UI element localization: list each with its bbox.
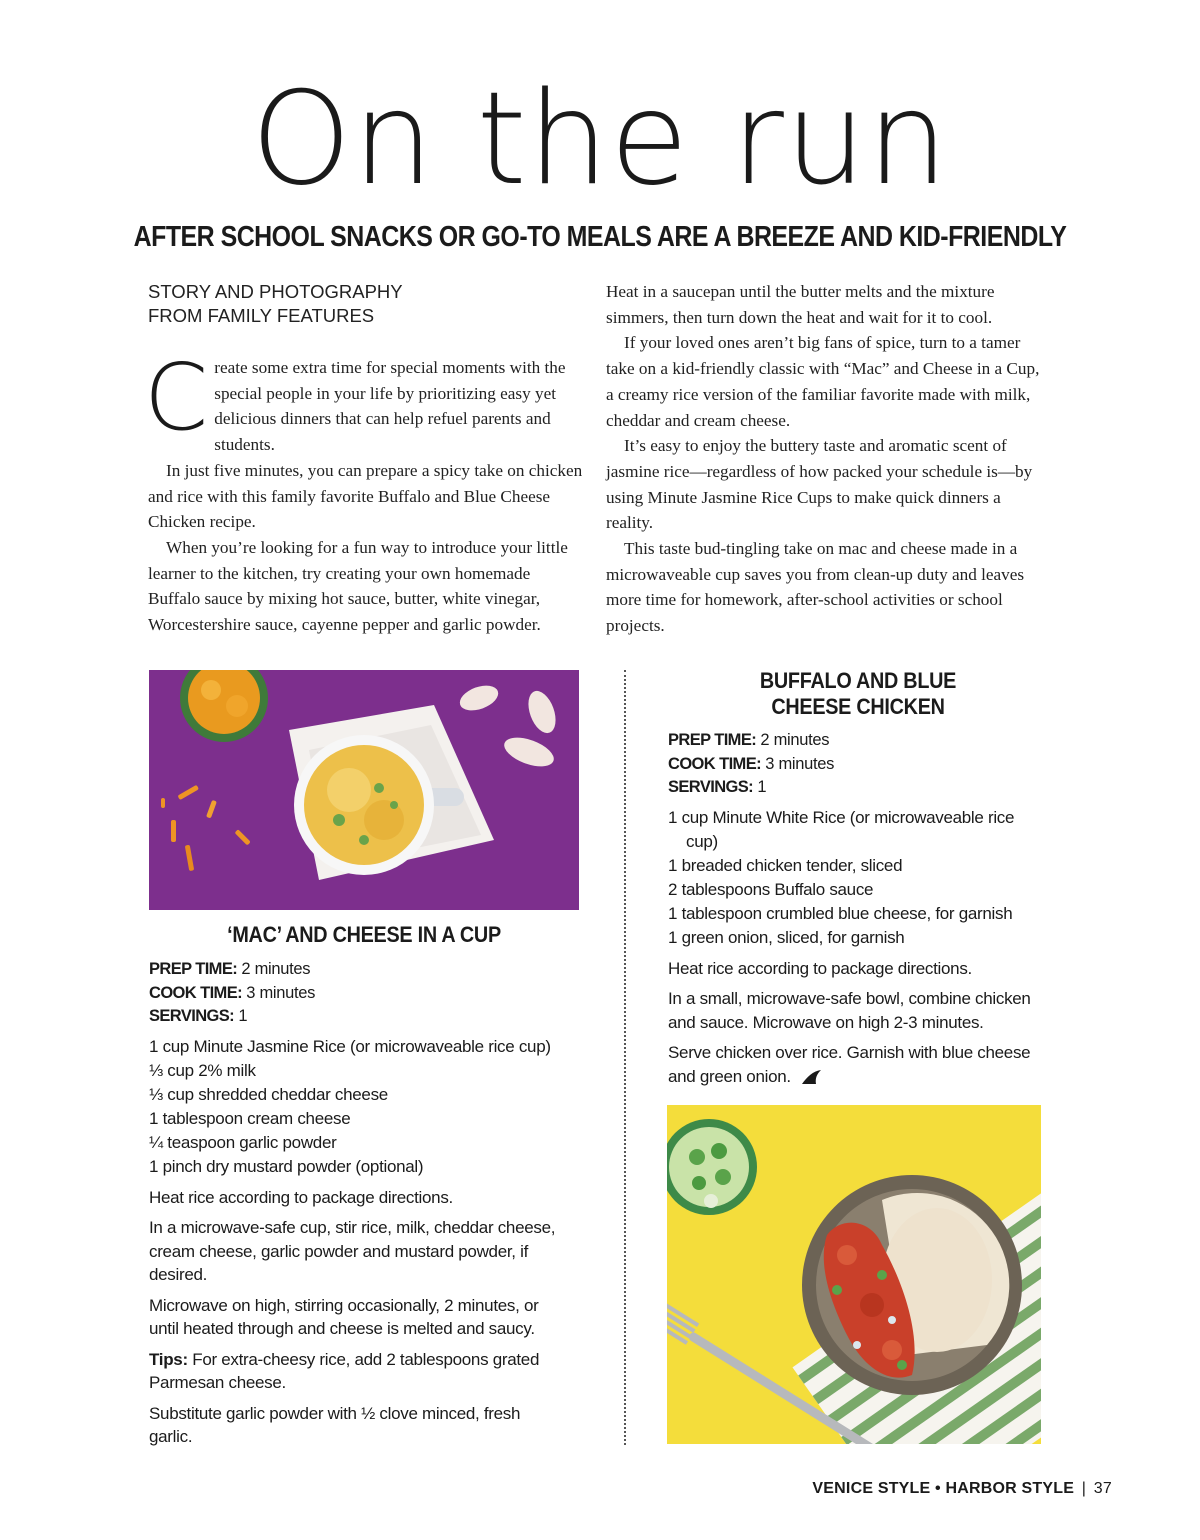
intro-paragraph <box>144 344 586 458</box>
recipe-steps <box>149 1186 564 1449</box>
recipe-title-line-2: CHEESE CHICKEN <box>771 694 945 719</box>
cook-time-label: COOK TIME: <box>149 983 242 1002</box>
ingredient-item: 1 breaded chicken tender, sliced <box>668 855 903 875</box>
body-paragraph: In just five minutes, you can prepare a spicy take on chicken and rice with this family favorite Buffalo and Blue Cheese Chicken recipe. <box>148 460 583 532</box>
page-number: 37 <box>1093 1480 1112 1497</box>
ingredient-item: 1 pinch dry mustard powder (optional) <box>149 1156 424 1176</box>
prep-time-label: PREP TIME: <box>149 960 238 978</box>
recipe-step: Heat rice according to package directions. <box>668 958 972 978</box>
tips-label: Tips: <box>149 1349 188 1369</box>
prep-time <box>149 958 579 982</box>
mac-and-cheese-photo <box>149 670 579 910</box>
intro-text: reate some extra time for special moments with the special people in your life by prioritizing easy yet delicious dinners that can help refuel parents and students. <box>214 358 566 455</box>
recipe-buffalo-chicken <box>668 668 1048 1091</box>
recipe-meta <box>668 729 1048 800</box>
recipe-step: Microwave on high, stirring occasionally, 2 minutes, or until heated through and cheese is melted and saucy. <box>149 1295 539 1338</box>
cook-time-label: COOK TIME: <box>668 754 761 773</box>
ingredient-item: 1 green onion, sliced, for garnish <box>668 927 905 947</box>
recipe-title <box>687 668 1029 720</box>
article-body-right <box>606 279 1046 639</box>
prep-time-value: 2 minutes <box>756 731 830 749</box>
recipe-tips <box>149 1348 564 1395</box>
body-paragraph: This taste bud-tingling take on mac and cheese made in a microwaveable cup saves you from clean-up duty and leaves more time for homework, after-school activities or school projects. <box>606 539 1025 636</box>
cook-time-value: 3 minutes <box>761 754 835 773</box>
shark-fin-icon <box>801 1068 823 1092</box>
footer-separator: | <box>1081 1480 1087 1497</box>
recipe-step-text: Serve chicken over rice. Garnish with blue cheese and green onion. <box>668 1043 1031 1086</box>
recipe-mac-and-cheese <box>149 922 579 1449</box>
ingredient-item: 1 tablespoon crumbled blue cheese, for garnish <box>668 903 1013 923</box>
servings-value: 1 <box>753 778 767 796</box>
body-paragraph: When you’re looking for a fun way to introduce your little learner to the kitchen, try creating your own homemade Buffalo sauce by mixing hot sauce, butter, white vinegar, Worcestershire sauce, cayenne pepper and garlic powder. <box>148 537 568 635</box>
ingredient-item: ¼ teaspoon garlic powder <box>149 1132 337 1152</box>
ingredient-item: 1 tablespoon cream cheese <box>149 1108 351 1128</box>
byline-line-2: FROM FAMILY FEATURES <box>148 305 375 326</box>
prep-time-label: PREP TIME: <box>668 731 757 749</box>
byline <box>148 280 548 328</box>
cook-time <box>668 753 1048 777</box>
ingredient-item: 1 cup Minute Jasmine Rice (or microwaveable rice cup) <box>149 1036 551 1056</box>
recipe-substitution: Substitute garlic powder with ½ clove minced, fresh garlic. <box>149 1403 521 1446</box>
buffalo-chicken-photo <box>667 1105 1041 1444</box>
ingredient-item: ⅓ cup shredded cheddar cheese <box>149 1084 388 1104</box>
buffalo-chicken-photo-image <box>667 1105 1041 1444</box>
recipe-step: Heat rice according to package directions. <box>149 1187 453 1207</box>
body-paragraph: If your loved ones aren’t big fans of spice, turn to a tamer take on a kid-friendly classic with “Mac” and Cheese in a Cup, a creamy rice version of the familiar favorite made with milk, cheddar and cream cheese. <box>606 333 1040 430</box>
byline-line-1: STORY AND PHOTOGRAPHY <box>148 281 403 302</box>
recipe-step <box>668 1041 1043 1091</box>
recipe-title-line-1: BUFFALO AND BLUE <box>759 668 957 693</box>
ingredient-item: ⅓ cup 2% milk <box>149 1060 256 1080</box>
page-footer <box>812 1480 1112 1498</box>
ingredient-list <box>668 806 1038 950</box>
servings <box>149 1005 579 1029</box>
drop-cap: C <box>144 344 209 451</box>
servings <box>668 776 1048 800</box>
servings-label: SERVINGS: <box>668 778 754 796</box>
column-divider <box>624 670 626 1445</box>
subtitle: AFTER SCHOOL SNACKS OR GO-TO MEALS ARE A BREEZE AND KID-FRIENDLY <box>133 221 1067 253</box>
ingredient-item: 1 cup Minute White Rice (or microwaveable rice cup) <box>668 807 1015 851</box>
body-paragraph: Heat in a saucepan until the butter melts and the mixture simmers, then turn down the heat and wait for it to cool. <box>606 282 995 327</box>
cook-time-value: 3 minutes <box>242 983 316 1002</box>
recipe-step: In a microwave-safe cup, stir rice, milk, cheddar cheese, cream cheese, garlic powder and mustard powder, if desired. <box>149 1218 556 1284</box>
recipe-title: ‘MAC’ AND CHEESE IN A CUP <box>227 922 501 947</box>
article-body-left <box>144 344 586 638</box>
ingredient-list <box>149 1035 579 1179</box>
publication-name: VENICE STYLE • HARBOR STYLE <box>812 1480 1075 1497</box>
prep-time <box>668 729 1048 753</box>
recipe-meta <box>149 958 579 1029</box>
ingredient-item: 2 tablespoons Buffalo sauce <box>668 879 874 899</box>
tips-text: For extra-cheesy rice, add 2 tablespoons grated Parmesan cheese. <box>149 1349 540 1392</box>
cook-time <box>149 982 579 1006</box>
recipe-steps <box>668 957 1043 1092</box>
body-paragraph: It’s easy to enjoy the buttery taste and aromatic scent of jasmine rice—regardless of how packed your schedule is—by using Minute Jasmine Rice Cups to make quick dinners a reality. <box>606 436 1033 533</box>
servings-label: SERVINGS: <box>149 1007 235 1025</box>
recipe-step: In a small, microwave-safe bowl, combine chicken and sauce. Microwave on high 2-3 minutes. <box>668 989 1031 1032</box>
page-title: On the run <box>250 65 950 214</box>
mac-and-cheese-photo-image <box>149 670 579 910</box>
servings-value: 1 <box>234 1007 248 1025</box>
prep-time-value: 2 minutes <box>237 960 311 978</box>
